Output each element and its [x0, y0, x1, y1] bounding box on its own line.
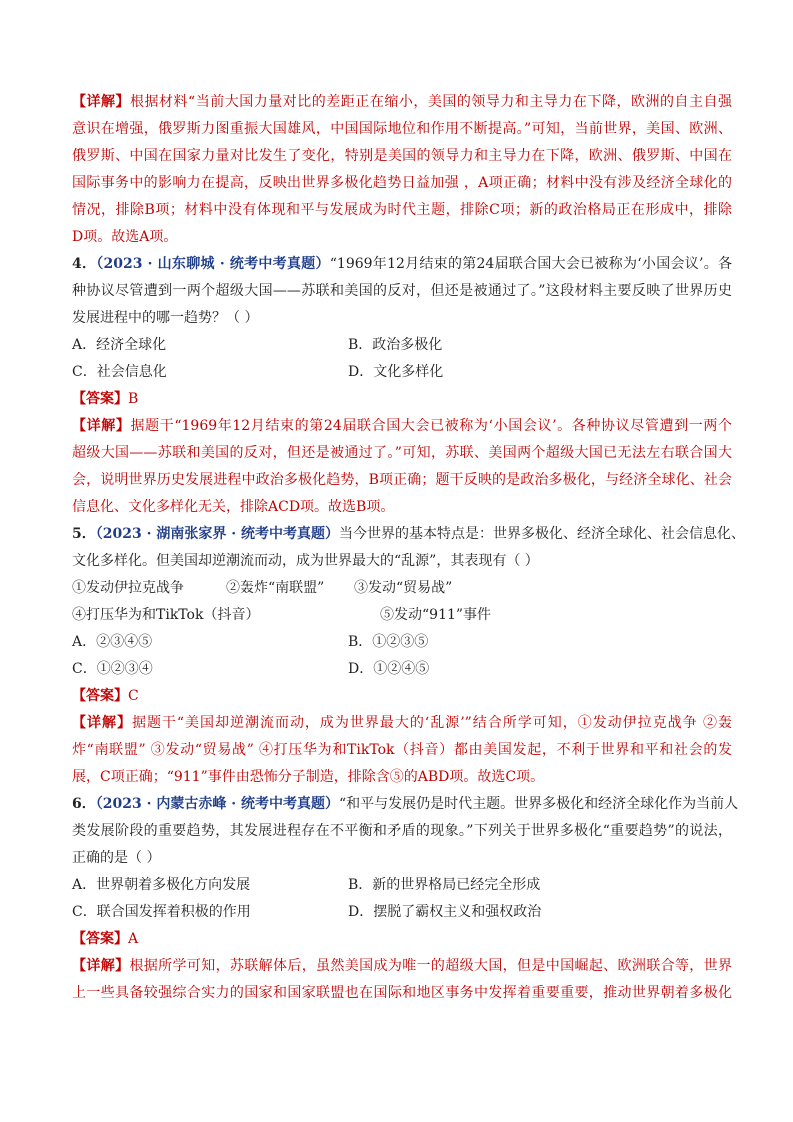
option-d: D．摆脱了霸权主义和强权政治	[348, 904, 542, 920]
detail-line: 上一些具备较强综合实力的国家和国家联盟也在国际和地区事务中发挥着重要重要，推动世界朝着多极化	[72, 985, 732, 1001]
detail-line: 会，说明世界历史发展进程中政治多极化趋势，B项正确；题干反映的是政治多极化，与经济全球化、社会	[72, 472, 732, 488]
detail-line: 【详解】据题干“1969年12月结束的第24届联合国大会已被称为‘小国会议’。各种协议尽管遭到一两个	[72, 418, 732, 434]
option-d: D．①②④⑤	[348, 661, 430, 677]
question-number: 4．	[72, 256, 97, 272]
question-number: 6．	[72, 796, 96, 812]
question-stem-line: 类发展阶段的重要趋势，其发展进程存在不平衡和矛盾的现象。”下列关于世界多极化“重要趋势”的说法，	[72, 823, 732, 839]
question-source: （2023 · 内蒙古赤峰 · 统考中考真题）	[95, 796, 339, 812]
detail-label: 【详解】	[72, 418, 131, 434]
detail-line: 俄罗斯、中国在国家力量对比发生了变化，特别是美国的领导力和主导力在下降，欧洲、俄罗斯、中国在	[72, 148, 732, 164]
detail-label: 【详解】	[72, 94, 131, 110]
statement-item: ②轰炸“南联盟”	[226, 580, 325, 596]
question-stem-line: 正确的是（ ）	[72, 850, 161, 866]
detail-line: 【详解】根据材料“当前大国力量对比的差距正在缩小，美国的领导力和主导力在下降，欧洲的自主自强	[72, 94, 732, 110]
question-4-stem: 4．（2023 · 山东聊城 · 统考中考真题）“1969年12月结束的第24届联合国大会已被称为‘小国会议’。各	[72, 256, 732, 272]
detail-line: 意识在增强，俄罗斯力图重振大国雄风，中国国际地位和作用不断提高。”可知，当前世界，美国、欧洲、	[72, 121, 732, 137]
detail-line: 国际事务中的影响力在提高，反映出世界多极化趋势日益加强 ，A项正确；材料中没有涉及经济全球化的	[72, 175, 732, 191]
question-5-stem: 5．（2023 · 湖南张家界 · 统考中考真题）当今世界的基本特点是：世界多极化、经济全球化、社会信息化、	[72, 526, 745, 542]
question-number: 5．	[72, 526, 96, 542]
answer-value: A	[128, 931, 139, 947]
question-stem-line: 发展进程中的哪一趋势？（ ）	[72, 310, 259, 326]
question-6-stem: 6．（2023 · 内蒙古赤峰 · 统考中考真题）“和平与发展仍是时代主题。世界多极化和经济全球化作为当前人	[72, 796, 739, 812]
option-b: B．新的世界格局已经完全形成	[348, 877, 541, 893]
statement-item: ③发动“贸易战”	[354, 580, 453, 596]
option-c: C．社会信息化	[72, 364, 167, 380]
option-a: A．世界朝着多极化方向发展	[72, 877, 251, 893]
answer-label: 【答案】	[72, 391, 128, 407]
detail-line: 展，C项正确；“911”事件由恐怖分子制造，排除含⑤的ABD项。故选C项。	[72, 769, 545, 785]
statement-item: ④打压华为和TikTok（抖音）	[72, 607, 260, 623]
question-source: （2023 · 山东聊城 · 统考中考真题）	[96, 256, 330, 272]
answer-label: 【答案】	[72, 931, 128, 947]
statement-item: ①发动伊拉克战争	[72, 580, 184, 596]
option-c: C．联合国发挥着积极的作用	[72, 904, 251, 920]
detail-line: 炸“南联盟” ③发动“贸易战” ④打压华为和TikTok（抖音）都由美国发起，不利于世界和平和社会的发	[72, 742, 732, 758]
detail-line: 情况，排除B项；材料中没有体现和平与发展成为时代主题，排除C项；新的政治格局正在形成中，排除	[72, 202, 732, 218]
detail-label: 【详解】	[72, 958, 130, 974]
question-stem-line: 文化多样化。但美国却逆潮流而动，成为世界最大的“乱源”，其表现有（ ）	[72, 553, 539, 569]
option-c: C．①②③④	[72, 661, 153, 677]
detail-line: 超级大国——苏联和美国的反对，但还是被通过了。”可知，苏联、美国两个超级大国已无法左右联合国大	[72, 445, 732, 461]
detail-line: 信息化、文化多样化无关，排除ACD项。故选B项。	[72, 499, 395, 515]
option-a: A．②③④⑤	[72, 634, 153, 650]
detail-label: 【详解】	[72, 715, 132, 731]
answer-value: C	[128, 688, 139, 704]
option-a: A．经济全球化	[72, 337, 167, 353]
answer-line	[72, 686, 732, 706]
answer-line	[72, 929, 732, 949]
option-d: D．文化多样化	[348, 364, 444, 380]
statement-item: ⑤发动“911”事件	[380, 607, 492, 623]
detail-line: 【详解】根据所学可知，苏联解体后，虽然美国成为唯一的超级大国，但是中国崛起、欧洲联合等，世界	[72, 958, 733, 974]
question-stem-line: 种协议尽管遭到一两个超级大国——苏联和美国的反对，但还是被通过了。”这段材料主要反映了世界历史	[72, 283, 732, 299]
option-b: B．政治多极化	[348, 337, 443, 353]
option-b: B．①②③⑤	[348, 634, 429, 650]
answer-value: B	[128, 391, 139, 407]
answer-label: 【答案】	[72, 688, 128, 704]
detail-line: D项。故选A项。	[72, 229, 178, 245]
detail-line: 【详解】据题干“美国却逆潮流而动，成为世界最大的‘乱源’”结合所学可知，①发动伊拉克战争 ②轰	[72, 715, 733, 731]
answer-line	[72, 389, 732, 409]
question-source: （2023 · 湖南张家界 · 统考中考真题）	[95, 526, 339, 542]
